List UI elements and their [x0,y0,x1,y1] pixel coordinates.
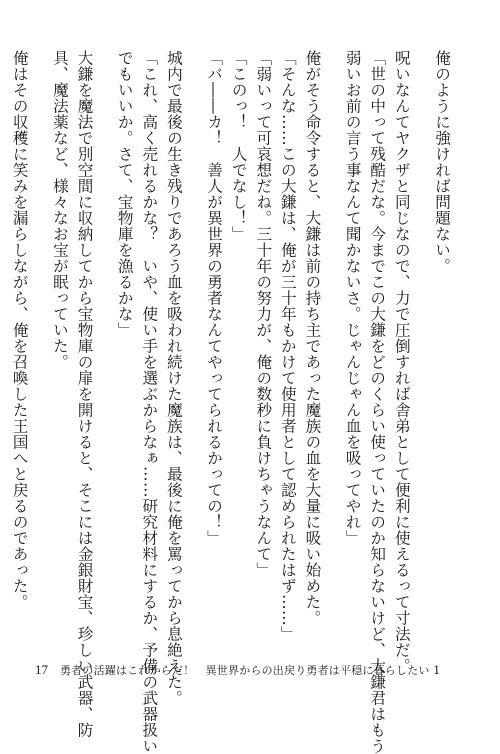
text-line: 「これ、高く売れるかな？ いや、使い手を選ぶからなぁ……研究材料にするか、予備の武器扱い [140,50,159,754]
text-line: 「弱いって可哀想だね。三十年の努力が、俺の数秒に負けちゃうなんて」 [254,50,273,578]
text-line: 大鎌を魔法で別空間に収納してから宝物庫の扉を開けると、そこには金銀財宝、珍しい武器、防 [75,50,94,738]
text-line: 「このっ！ 人でなし！」 [229,50,248,242]
text-line: 俺がそう命令すると、大鎌は前の持ち主であった魔族の血を大量に吸い始めた。 [303,50,322,626]
text-line: 城内で最後の生き残りであろう血を吸われ続けた魔族は、最後に俺を罵ってから息絶えた。 [164,50,183,706]
text-line: 具、魔法薬など、様々なお宝が眠っていた。 [50,50,69,370]
text-line: 「そんな……この大鎌は、俺が三十年もかけて使用者として認められたはず……」 [278,50,297,642]
text-line: 呪いなんてヤクザと同じなので、力で圧倒すれば舎弟として便利に使えるって寸法だ。 [392,50,411,674]
text-line: でもいいか。さて、宝物庫を漁るかな」 [115,50,134,338]
text-line: 俺のように強ければ問題ない。 [433,50,451,274]
text-line [0,50,7,650]
page-number: 17 [35,662,48,677]
text-line: 弱いお前の言う事なんて聞かないさ。じゃんじゃん血を吸ってやれ」 [343,50,362,546]
text-line: 「世の中って残酷だな。今までこの大鎌をどのくらい使っていたのか知らないけど、大鎌君はもう [368,50,387,754]
page-footer [35,662,441,680]
running-title: 勇者の活躍はこれからだ！ 異世界からの出戻り勇者は平穏に暮らしたい 1 [60,664,441,677]
text-line: 「バ――カ！ 善人が異世界の勇者なんてやってられるかっての！」 [205,50,224,546]
text-line: 俺はその収穫に笑みを漏らしながら、俺を召喚した王国へと戻るのであった。 [10,50,29,610]
